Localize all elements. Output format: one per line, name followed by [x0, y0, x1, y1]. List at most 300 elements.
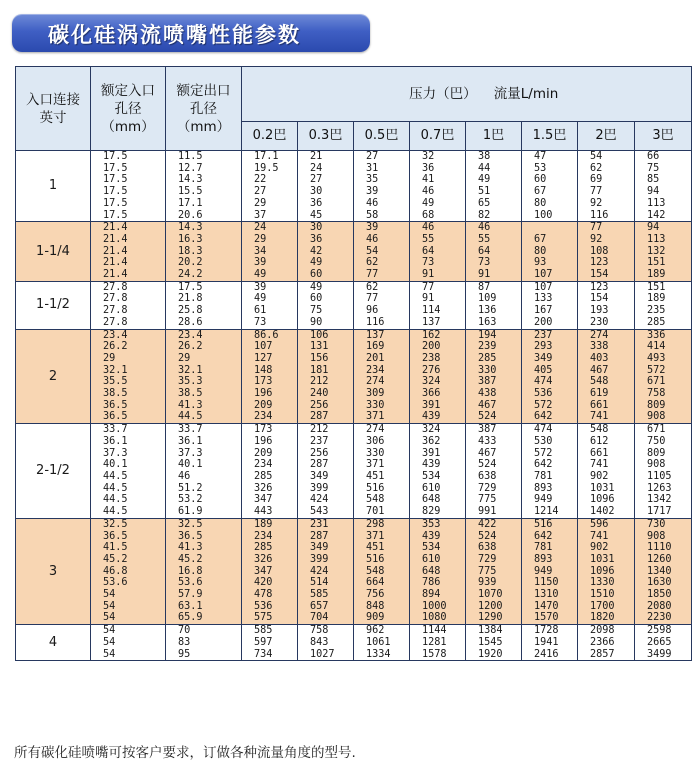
cell-value: 37.3 — [178, 447, 203, 459]
cell-value: 23.4 — [178, 329, 203, 341]
cell-value: 66 — [647, 151, 660, 162]
cell-value: 276 — [422, 364, 441, 376]
cell-value: 32.1 — [178, 364, 203, 376]
cell-value: 21.4 — [103, 233, 128, 245]
cell-value: 2080 — [647, 600, 672, 612]
cell-value: 77 — [366, 269, 379, 281]
value-cell — [91, 424, 166, 519]
cell-value: 24 — [254, 222, 267, 234]
cell-value: 1214 — [534, 506, 559, 518]
cell-value: 55 — [478, 233, 491, 245]
cell-value: 196 — [254, 435, 273, 447]
value-cell — [578, 151, 635, 222]
value-cell — [522, 518, 578, 624]
cell-value: 36 — [422, 162, 435, 174]
cell-value: 35 — [366, 174, 379, 186]
value-cell — [354, 281, 410, 329]
cell-value: 467 — [590, 364, 609, 376]
cell-value: 73 — [422, 257, 435, 269]
cell-value: 62 — [590, 162, 603, 174]
cell-value: 123 — [590, 281, 609, 293]
cell-value: 46 — [422, 186, 435, 198]
cell-value: 530 — [534, 435, 553, 447]
value-cell — [578, 518, 635, 624]
header-pressure-3: 0.7巴 — [410, 122, 466, 151]
value-cell — [91, 222, 166, 282]
value-cell — [242, 329, 298, 424]
cell-value: 46 — [422, 222, 435, 234]
cell-value: 27.8 — [103, 281, 128, 293]
cell-value: 1027 — [310, 648, 335, 660]
cell-value: 133 — [534, 293, 553, 305]
cell-value: 17.5 — [103, 209, 128, 221]
cell-value: 67 — [534, 186, 547, 198]
cell-value: 422 — [478, 518, 497, 530]
cell-value: 1061 — [366, 636, 391, 648]
cell-value: 17.5 — [103, 174, 128, 186]
cell-value: 80 — [534, 245, 547, 257]
cell-value: 136 — [478, 305, 497, 317]
cell-value: 54 — [103, 612, 116, 624]
cell-value: 77 — [366, 293, 379, 305]
cell-value: 34 — [254, 245, 267, 257]
cell-value: 91 — [478, 269, 491, 281]
cell-value: 77 — [590, 186, 603, 198]
cell-value: 902 — [590, 542, 609, 554]
cell-value: 648 — [422, 565, 441, 577]
cell-value: 741 — [590, 459, 609, 471]
cell-value: 433 — [478, 435, 497, 447]
size-cell: 1-1/2 — [16, 281, 91, 329]
cell-value: 44.5 — [178, 411, 203, 423]
cell-value: 1334 — [366, 648, 391, 660]
cell-value: 77 — [422, 281, 435, 293]
cell-value: 151 — [647, 281, 666, 293]
cell-value: 14.3 — [178, 222, 203, 234]
cell-value: 536 — [534, 388, 553, 400]
cell-value: 234 — [254, 530, 273, 542]
cell-value: 14.3 — [178, 174, 203, 186]
value-cell — [522, 281, 578, 329]
cell-value: 536 — [254, 600, 273, 612]
cell-value: 40.1 — [103, 459, 128, 471]
header-pressure-7: 3巴 — [635, 122, 692, 151]
table-row — [16, 222, 692, 282]
cell-value: 2857 — [590, 648, 615, 660]
cell-value: 54 — [366, 245, 379, 257]
footnote: 所有碳化硅喷嘴可按客户要求，订做各种流量角度的型号. — [14, 745, 356, 761]
cell-value: 729 — [478, 553, 497, 565]
cell-value: 41 — [422, 174, 435, 186]
cell-value: 893 — [534, 482, 553, 494]
cell-value: 741 — [590, 411, 609, 423]
title-banner — [12, 14, 370, 52]
cell-value: 53.6 — [103, 577, 128, 589]
cell-value: 57.9 — [178, 589, 203, 601]
cell-value: 298 — [366, 518, 385, 530]
cell-value: 1630 — [647, 577, 672, 589]
cell-value: 60 — [310, 293, 323, 305]
cell-value: 293 — [534, 341, 553, 353]
cell-value: 35.5 — [103, 376, 128, 388]
header-pressure-flow-label: 压力（巴） 流量L/min — [409, 86, 559, 102]
value-cell — [466, 329, 522, 424]
cell-value: 15.5 — [178, 186, 203, 198]
cell-value: 107 — [254, 341, 273, 353]
cell-value: 18.3 — [178, 245, 203, 257]
cell-value: 1941 — [534, 636, 559, 648]
cell-value: 28.6 — [178, 316, 203, 328]
cell-value: 235 — [647, 305, 666, 317]
cell-value: 902 — [590, 470, 609, 482]
value-cell — [354, 151, 410, 222]
cell-value: 775 — [478, 494, 497, 506]
value-cell — [166, 518, 242, 624]
cell-value: 54 — [590, 151, 603, 162]
cell-value: 306 — [366, 435, 385, 447]
cell-value: 44.5 — [103, 506, 128, 518]
cell-value: 424 — [310, 565, 329, 577]
cell-value: 387 — [478, 424, 497, 436]
value-cell — [410, 281, 466, 329]
cell-value: 231 — [310, 518, 329, 530]
cell-value: 46.8 — [103, 565, 128, 577]
cell-value: 514 — [310, 577, 329, 589]
cell-value: 137 — [366, 329, 385, 341]
cell-value: 1342 — [647, 494, 672, 506]
cell-value: 114 — [422, 305, 441, 317]
cell-value: 642 — [534, 530, 553, 542]
value-cell — [522, 151, 578, 222]
cell-value: 47 — [534, 151, 547, 162]
cell-value: 91 — [422, 269, 435, 281]
cell-value: 39 — [366, 222, 379, 234]
value-cell — [298, 625, 354, 661]
cell-value: 949 — [534, 565, 553, 577]
cell-value: 127 — [254, 352, 273, 364]
cell-value: 1263 — [647, 482, 672, 494]
cell-value: 285 — [647, 316, 666, 328]
cell-value: 21.4 — [103, 257, 128, 269]
value-cell — [466, 281, 522, 329]
cell-value: 16.3 — [178, 233, 203, 245]
cell-value: 338 — [590, 341, 609, 353]
value-cell — [466, 151, 522, 222]
cell-value: 474 — [534, 376, 553, 388]
cell-value: 29 — [103, 352, 116, 364]
cell-value: 36 — [310, 197, 323, 209]
value-cell — [242, 625, 298, 661]
cell-value: 414 — [647, 341, 666, 353]
cell-value: 86.6 — [254, 329, 279, 341]
cell-value: 30 — [310, 186, 323, 198]
cell-value: 36 — [310, 233, 323, 245]
cell-value: 17.5 — [103, 162, 128, 174]
cell-value: 54 — [103, 600, 116, 612]
cell-value: 324 — [422, 376, 441, 388]
cell-value: 54 — [103, 648, 116, 660]
cell-value: 51.2 — [178, 482, 203, 494]
cell-value: 1096 — [590, 565, 615, 577]
cell-value: 843 — [310, 636, 329, 648]
cell-value: 46 — [178, 470, 191, 482]
cell-value: 37 — [254, 209, 267, 221]
value-cell — [522, 625, 578, 661]
cell-value: 256 — [310, 447, 329, 459]
cell-value: 41.3 — [178, 399, 203, 411]
cell-value: 100 — [534, 209, 553, 221]
value-cell — [635, 222, 692, 282]
cell-value: 94 — [647, 186, 660, 198]
cell-value: 1260 — [647, 553, 672, 565]
cell-value: 330 — [366, 447, 385, 459]
cell-value: 729 — [478, 482, 497, 494]
cell-value: 40.1 — [178, 459, 203, 471]
cell-value: 142 — [647, 209, 666, 221]
cell-value: 36.5 — [103, 399, 128, 411]
cell-value: 548 — [590, 376, 609, 388]
cell-value: 212 — [310, 376, 329, 388]
cell-value: 493 — [647, 352, 666, 364]
cell-value: 287 — [310, 459, 329, 471]
cell-value: 68 — [422, 209, 435, 221]
cell-value: 200 — [534, 316, 553, 328]
cell-value: 20.2 — [178, 257, 203, 269]
cell-value: 424 — [310, 494, 329, 506]
cell-value: 132 — [647, 245, 666, 257]
cell-value: 36.5 — [103, 530, 128, 542]
cell-value: 287 — [310, 411, 329, 423]
cell-value: 75 — [647, 162, 660, 174]
cell-value: 524 — [478, 459, 497, 471]
cell-value: 49 — [478, 174, 491, 186]
cell-value: 353 — [422, 518, 441, 530]
cell-value: 73 — [478, 257, 491, 269]
value-cell — [466, 222, 522, 282]
value-cell — [522, 424, 578, 519]
cell-value: 116 — [590, 209, 609, 221]
cell-value: 44.5 — [103, 482, 128, 494]
cell-value: 209 — [254, 447, 273, 459]
cell-value: 45.2 — [103, 553, 128, 565]
cell-value: 49 — [254, 293, 267, 305]
cell-value: 106 — [310, 329, 329, 341]
cell-value: 671 — [647, 376, 666, 388]
cell-value: 704 — [310, 612, 329, 624]
value-cell — [635, 518, 692, 624]
value-cell — [635, 151, 692, 222]
cell-value: 19.5 — [254, 162, 279, 174]
cell-value: 239 — [478, 341, 497, 353]
cell-value: 585 — [254, 625, 273, 637]
cell-value: 612 — [590, 435, 609, 447]
value-cell — [298, 281, 354, 329]
header-pressure-6: 2巴 — [578, 122, 635, 151]
cell-value: 22 — [254, 174, 267, 186]
cell-value: 49 — [310, 281, 323, 293]
cell-value: 154 — [590, 293, 609, 305]
header-outlet-label: 额定出口孔径（mm） — [176, 82, 231, 135]
cell-value: 894 — [422, 589, 441, 601]
cell-value: 908 — [647, 411, 666, 423]
value-cell — [298, 222, 354, 282]
cell-value: 2230 — [647, 612, 672, 624]
cell-value: 36.1 — [178, 435, 203, 447]
cell-value: 167 — [534, 305, 553, 317]
cell-value: 336 — [647, 329, 666, 341]
cell-value: 451 — [366, 470, 385, 482]
cell-value: 642 — [534, 459, 553, 471]
cell-value: 750 — [647, 435, 666, 447]
size-cell: 2-1/2 — [16, 424, 91, 519]
cell-value: 403 — [590, 352, 609, 364]
cell-value: 39 — [366, 186, 379, 198]
cell-value: 162 — [422, 329, 441, 341]
cell-value: 775 — [478, 565, 497, 577]
value-cell — [635, 281, 692, 329]
cell-value: 36.5 — [103, 411, 128, 423]
header-pressure-4: 1巴 — [466, 122, 522, 151]
value-cell — [166, 151, 242, 222]
cell-value: 1310 — [534, 589, 559, 601]
cell-value: 642 — [534, 411, 553, 423]
cell-value: 962 — [366, 625, 385, 637]
cell-value: 1200 — [478, 600, 503, 612]
value-cell — [578, 625, 635, 661]
cell-value: 27.8 — [103, 293, 128, 305]
cell-value: 991 — [478, 506, 497, 518]
cell-value: 31 — [366, 162, 379, 174]
table-row — [16, 518, 692, 624]
cell-value: 189 — [254, 518, 273, 530]
cell-value: 73 — [254, 316, 267, 328]
value-cell — [354, 222, 410, 282]
cell-value: 62 — [366, 281, 379, 293]
cell-value: 69 — [590, 174, 603, 186]
cell-value: 274 — [590, 329, 609, 341]
cell-value: 46 — [366, 197, 379, 209]
cell-value: 657 — [310, 600, 329, 612]
cell-value: 1728 — [534, 625, 559, 637]
cell-value: 38.5 — [103, 388, 128, 400]
cell-value: 17.5 — [103, 186, 128, 198]
cell-value: 36.1 — [103, 435, 128, 447]
cell-value: 33.7 — [178, 424, 203, 436]
value-cell — [410, 222, 466, 282]
value-cell — [466, 625, 522, 661]
cell-value: 786 — [422, 577, 441, 589]
cell-value: 572 — [534, 399, 553, 411]
cell-value: 27 — [310, 174, 323, 186]
cell-value: 169 — [366, 341, 385, 353]
table-row — [16, 424, 692, 519]
cell-value: 909 — [366, 612, 385, 624]
cell-value: 21.4 — [103, 222, 128, 234]
performance-table — [15, 66, 692, 661]
cell-value: 575 — [254, 612, 273, 624]
cell-value: 46 — [478, 222, 491, 234]
cell-value: 1570 — [534, 612, 559, 624]
value-cell — [578, 281, 635, 329]
cell-value: 90 — [310, 316, 323, 328]
cell-value: 65.9 — [178, 612, 203, 624]
cell-value: 148 — [254, 364, 273, 376]
cell-value: 33.7 — [103, 424, 128, 436]
cell-value: 11.5 — [178, 151, 203, 162]
cell-value: 516 — [366, 553, 385, 565]
cell-value: 585 — [310, 589, 329, 601]
value-cell — [166, 424, 242, 519]
cell-value: 362 — [422, 435, 441, 447]
cell-value: 21.8 — [178, 293, 203, 305]
cell-value: 17.1 — [254, 151, 279, 162]
size-cell: 1-1/4 — [16, 222, 91, 282]
cell-value: 49 — [310, 257, 323, 269]
cell-value: 51 — [478, 186, 491, 198]
size-cell: 2 — [16, 329, 91, 424]
cell-value: 664 — [366, 577, 385, 589]
value-cell — [91, 329, 166, 424]
cell-value: 330 — [478, 364, 497, 376]
value-cell — [578, 222, 635, 282]
value-cell — [91, 281, 166, 329]
cell-value: 439 — [422, 530, 441, 542]
cell-value: 1105 — [647, 470, 672, 482]
value-cell — [91, 518, 166, 624]
cell-value: 75 — [310, 305, 323, 317]
cell-value: 30 — [310, 222, 323, 234]
size-cell: 3 — [16, 518, 91, 624]
cell-value: 1717 — [647, 506, 672, 518]
cell-value: 53.2 — [178, 494, 203, 506]
cell-value: 12.7 — [178, 162, 203, 174]
value-cell — [466, 424, 522, 519]
cell-value: 77 — [590, 222, 603, 234]
value-cell — [242, 281, 298, 329]
cell-value: 109 — [478, 293, 497, 305]
cell-value: 741 — [590, 530, 609, 542]
cell-value: 41.3 — [178, 542, 203, 554]
cell-value: 137 — [422, 316, 441, 328]
cell-value: 1281 — [422, 636, 447, 648]
value-cell — [354, 329, 410, 424]
value-cell — [354, 424, 410, 519]
cell-value: 638 — [478, 542, 497, 554]
cell-value: 596 — [590, 518, 609, 530]
cell-value: 17.5 — [103, 151, 128, 162]
cell-value: 439 — [422, 459, 441, 471]
cell-value: 391 — [422, 447, 441, 459]
cell-value: 92 — [590, 233, 603, 245]
table-row — [16, 625, 692, 661]
cell-value: 1820 — [590, 612, 615, 624]
cell-value: 113 — [647, 233, 666, 245]
cell-value: 107 — [534, 269, 553, 281]
cell-value: 1031 — [590, 482, 615, 494]
value-cell — [522, 329, 578, 424]
cell-value: 36.5 — [178, 530, 203, 542]
cell-value: 17.5 — [178, 281, 203, 293]
cell-value: 32.1 — [103, 364, 128, 376]
cell-value: 1330 — [590, 577, 615, 589]
cell-value: 20.6 — [178, 209, 203, 221]
cell-value: 189 — [647, 269, 666, 281]
value-cell — [522, 222, 578, 282]
cell-value: 474 — [534, 424, 553, 436]
value-cell — [354, 518, 410, 624]
cell-value: 781 — [534, 542, 553, 554]
cell-value: 44.5 — [103, 494, 128, 506]
